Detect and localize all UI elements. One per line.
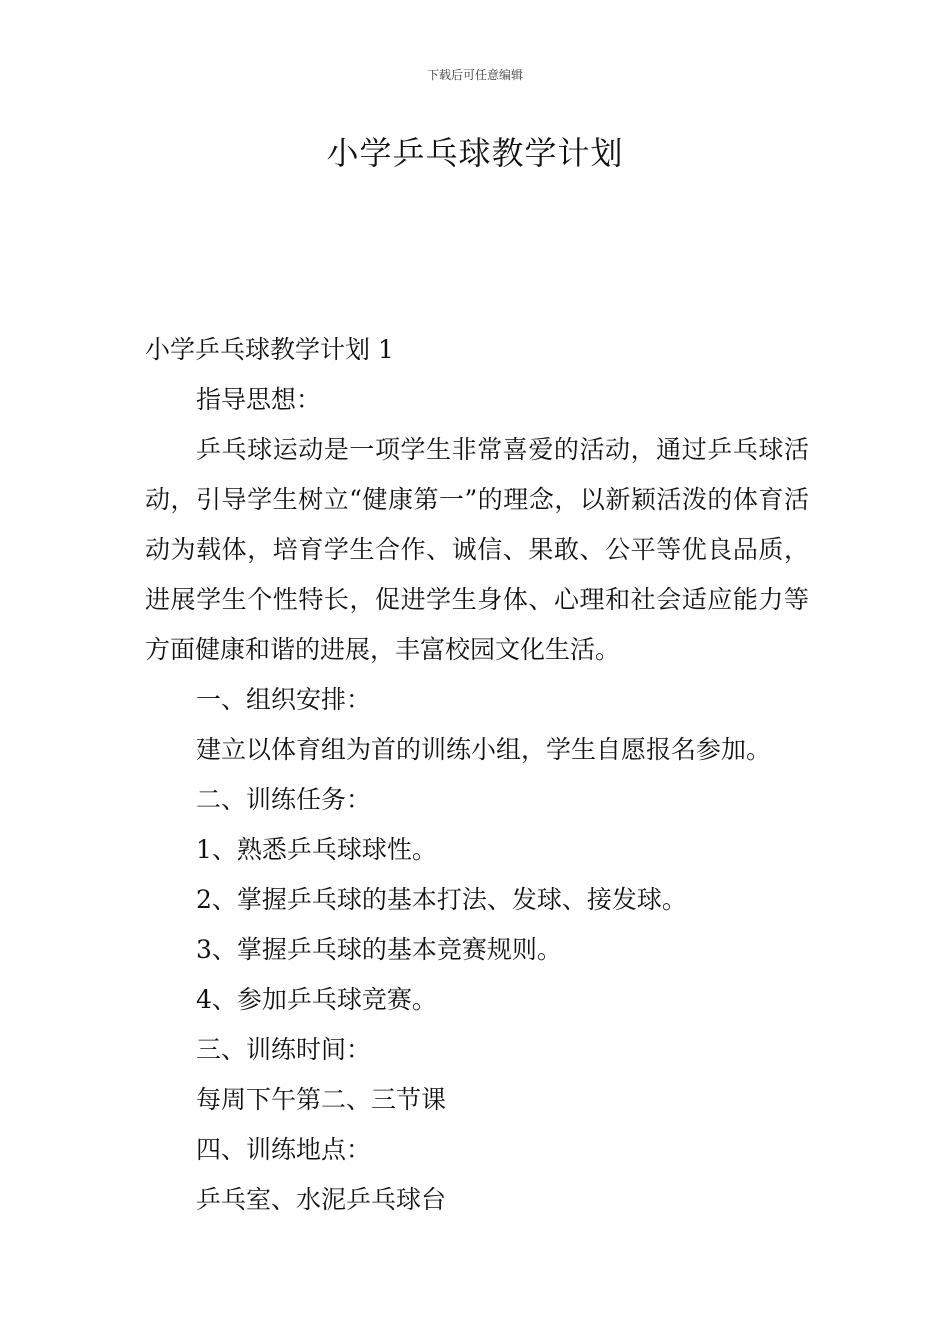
training-task-item: 4、参加乒乓球竞赛。 xyxy=(196,985,437,1014)
training-tasks-heading: 二、训练任务： xyxy=(196,785,372,814)
header-note: 下载后可任意编辑 xyxy=(426,68,523,82)
training-location-heading: 四、训练地点： xyxy=(196,1135,372,1164)
document-body xyxy=(145,325,809,1225)
training-task-item: 2、掌握乒乓球的基本打法、发球、接发球。 xyxy=(196,885,687,914)
training-task-item: 3、掌握乒乓球的基本竞赛规则。 xyxy=(196,935,562,964)
guiding-thought-heading: 指导思想： xyxy=(196,385,322,414)
organization-heading: 一、组织安排： xyxy=(196,685,372,714)
section-title: 小学乒乓球教学计划 1 xyxy=(145,335,394,364)
organization-paragraph: 建立以体育组为首的训练小组，学生自愿报名参加。 xyxy=(196,735,772,764)
document-title: 小学乒乓球教学计划 xyxy=(326,134,624,172)
guiding-thought-paragraph: 乒乓球运动是一项学生非常喜爱的活动，通过乒乓球活动，引导学生树立“健康第一”的理念，以新颖活泼的体育活动为载体，培育学生合作、诚信、果敢、公平等优良品质，进展学生个性特长，促进学生身体、心理和社会适应能力等方面健康和谐的进展，丰富校园文化生活。 xyxy=(145,435,809,664)
training-task-item: 1、熟悉乒乓球球性。 xyxy=(196,835,437,864)
training-location-paragraph: 乒乓室、水泥乒乓球台 xyxy=(196,1185,447,1214)
training-time-heading: 三、训练时间： xyxy=(196,1035,372,1064)
training-time-paragraph: 每周下午第二、三节课 xyxy=(196,1085,447,1114)
